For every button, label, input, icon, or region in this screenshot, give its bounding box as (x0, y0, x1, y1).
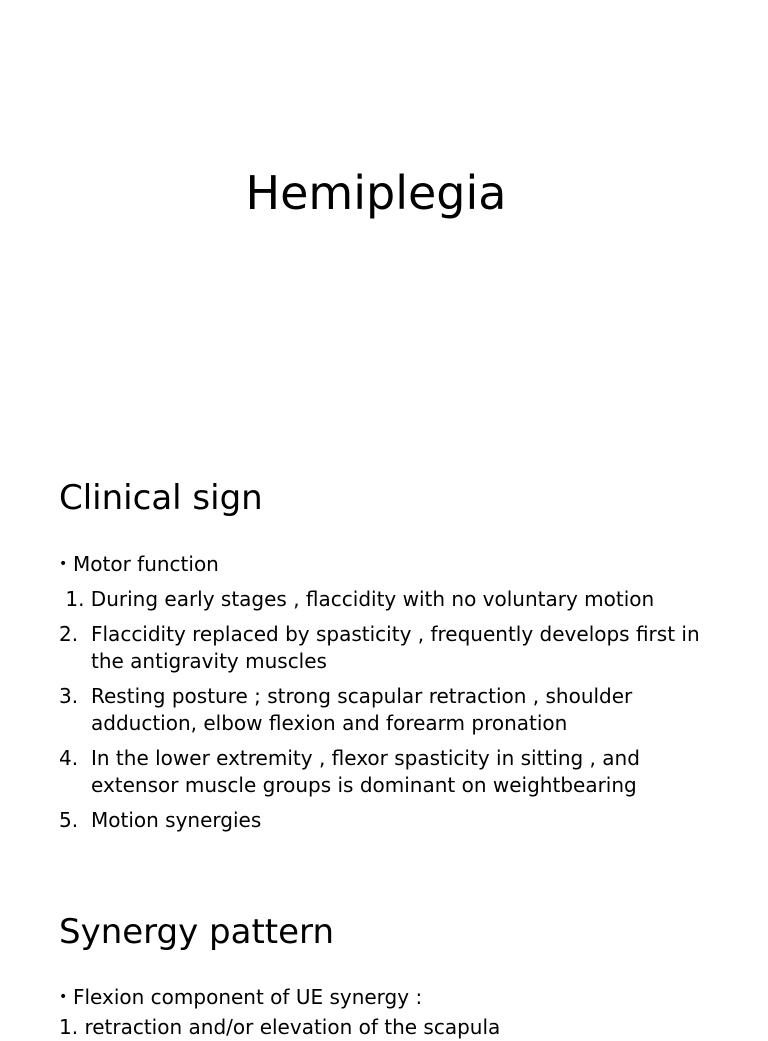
bullet-item (59, 984, 719, 1011)
list-item (59, 683, 719, 737)
section-heading-synergy-pattern: Synergy pattern (59, 912, 334, 952)
list-item-number: 4. (59, 746, 79, 770)
list-item-1: 1. During early stages , flaccidity with no voluntary motion (59, 587, 655, 611)
partial-list-item: 1. retraction and/or elevation of the scapula (59, 1015, 501, 1039)
list-item-number: 5. (59, 808, 79, 832)
list-item-text: In the lower extremity , flexor spasticity in sitting , and extensor muscle groups is dominant on weightbearing (91, 746, 640, 797)
slide-title: Hemiplegia (245, 166, 507, 220)
bullet-dot-icon: • (59, 989, 68, 1005)
section-heading-clinical-sign: Clinical sign (59, 478, 263, 518)
bullet-dot-icon: • (59, 556, 68, 572)
list-item-number: 2. (59, 622, 79, 646)
bullet-text: Flexion component of UE synergy : (73, 985, 423, 1009)
list-item (59, 621, 719, 675)
bullet-item (59, 551, 719, 578)
bullet-text: Motor function (73, 552, 219, 576)
synergy-content (59, 984, 719, 1011)
list-item-text: Motion synergies (91, 808, 262, 832)
list-item-number: 3. (59, 684, 79, 708)
list-item-text: Resting posture ; strong scapular retraction , shoulder adduction, elbow flexion and forearm pronation (91, 684, 633, 735)
list-item (59, 807, 719, 834)
list-item-text: Flaccidity replaced by spasticity , frequently develops first in the antigravity muscles (91, 622, 700, 673)
clinical-sign-content (59, 551, 719, 834)
list-item (59, 745, 719, 799)
